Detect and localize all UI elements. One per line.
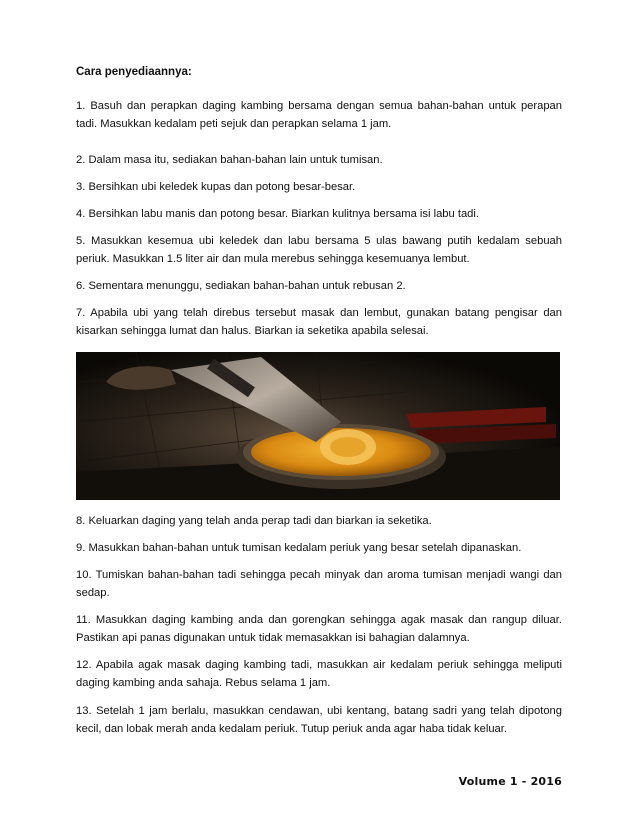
step-11: 11. Masukkan daging kambing anda dan gorengkan sehingga agak masak dan rangup diluar. Pastikan api panas digunakan untuk tidak memasakkan isi bahagian dalamnya. — [76, 614, 562, 644]
section-heading: Cara penyediaannya: — [76, 66, 192, 78]
step-6: 6. Sementara menunggu, sediakan bahan-bahan untuk rebusan 2. — [76, 280, 406, 292]
step-2: 2. Dalam masa itu, sediakan bahan-bahan lain untuk tumisan. — [76, 154, 383, 166]
step-4: 4. Bersihkan labu manis dan potong besar. Biarkan kulitnya bersama isi labu tadi. — [76, 208, 479, 220]
step-5: 5. Masukkan kesemua ubi keledek dan labu bersama 5 ulas bawang putih kedalam sebuah periuk. Masukkan 1.5 liter air dan mula merebus sehingga kesemuanya lembut. — [76, 235, 562, 265]
blender-pot-image — [76, 352, 560, 500]
step-3: 3. Bersihkan ubi keledek kupas dan potong besar-besar. — [76, 181, 356, 193]
step-12: 12. Apabila agak masak daging kambing tadi, masukkan air kedalam periuk sehingga meliputi daging kambing anda sahaja. Rebus selama 1 jam. — [76, 659, 562, 689]
step-7: 7. Apabila ubi yang telah direbus tersebut masak dan lembut, gunakan batang pengisar dan kisarkan sehingga lumat dan halus. Biarkan ia seketika apabila selesai. — [76, 307, 562, 337]
step-1: 1. Basuh dan perapkan daging kambing bersama dengan semua bahan-bahan untuk perapan tadi. Masukkan kedalam peti sejuk dan perapkan selama 1 jam. — [76, 100, 562, 130]
step-13: 13. Setelah 1 jam berlalu, masukkan cendawan, ubi kentang, batang sadri yang telah dipotong kecil, dan lobak merah anda kedalam periuk. Tutup periuk anda agar haba tidak keluar. — [76, 705, 562, 735]
step-9: 9. Masukkan bahan-bahan untuk tumisan kedalam periuk yang besar setelah dipanaskan. — [76, 542, 522, 554]
step-8: 8. Keluarkan daging yang telah anda perap tadi dan biarkan ia seketika. — [76, 515, 432, 527]
cooking-photo — [76, 352, 560, 500]
step-10: 10. Tumiskan bahan-bahan tadi sehingga pecah minyak dan aroma tumisan menjadi wangi dan sedap. — [76, 569, 562, 599]
volume-footer: Volume 1 - 2016 — [458, 775, 562, 788]
